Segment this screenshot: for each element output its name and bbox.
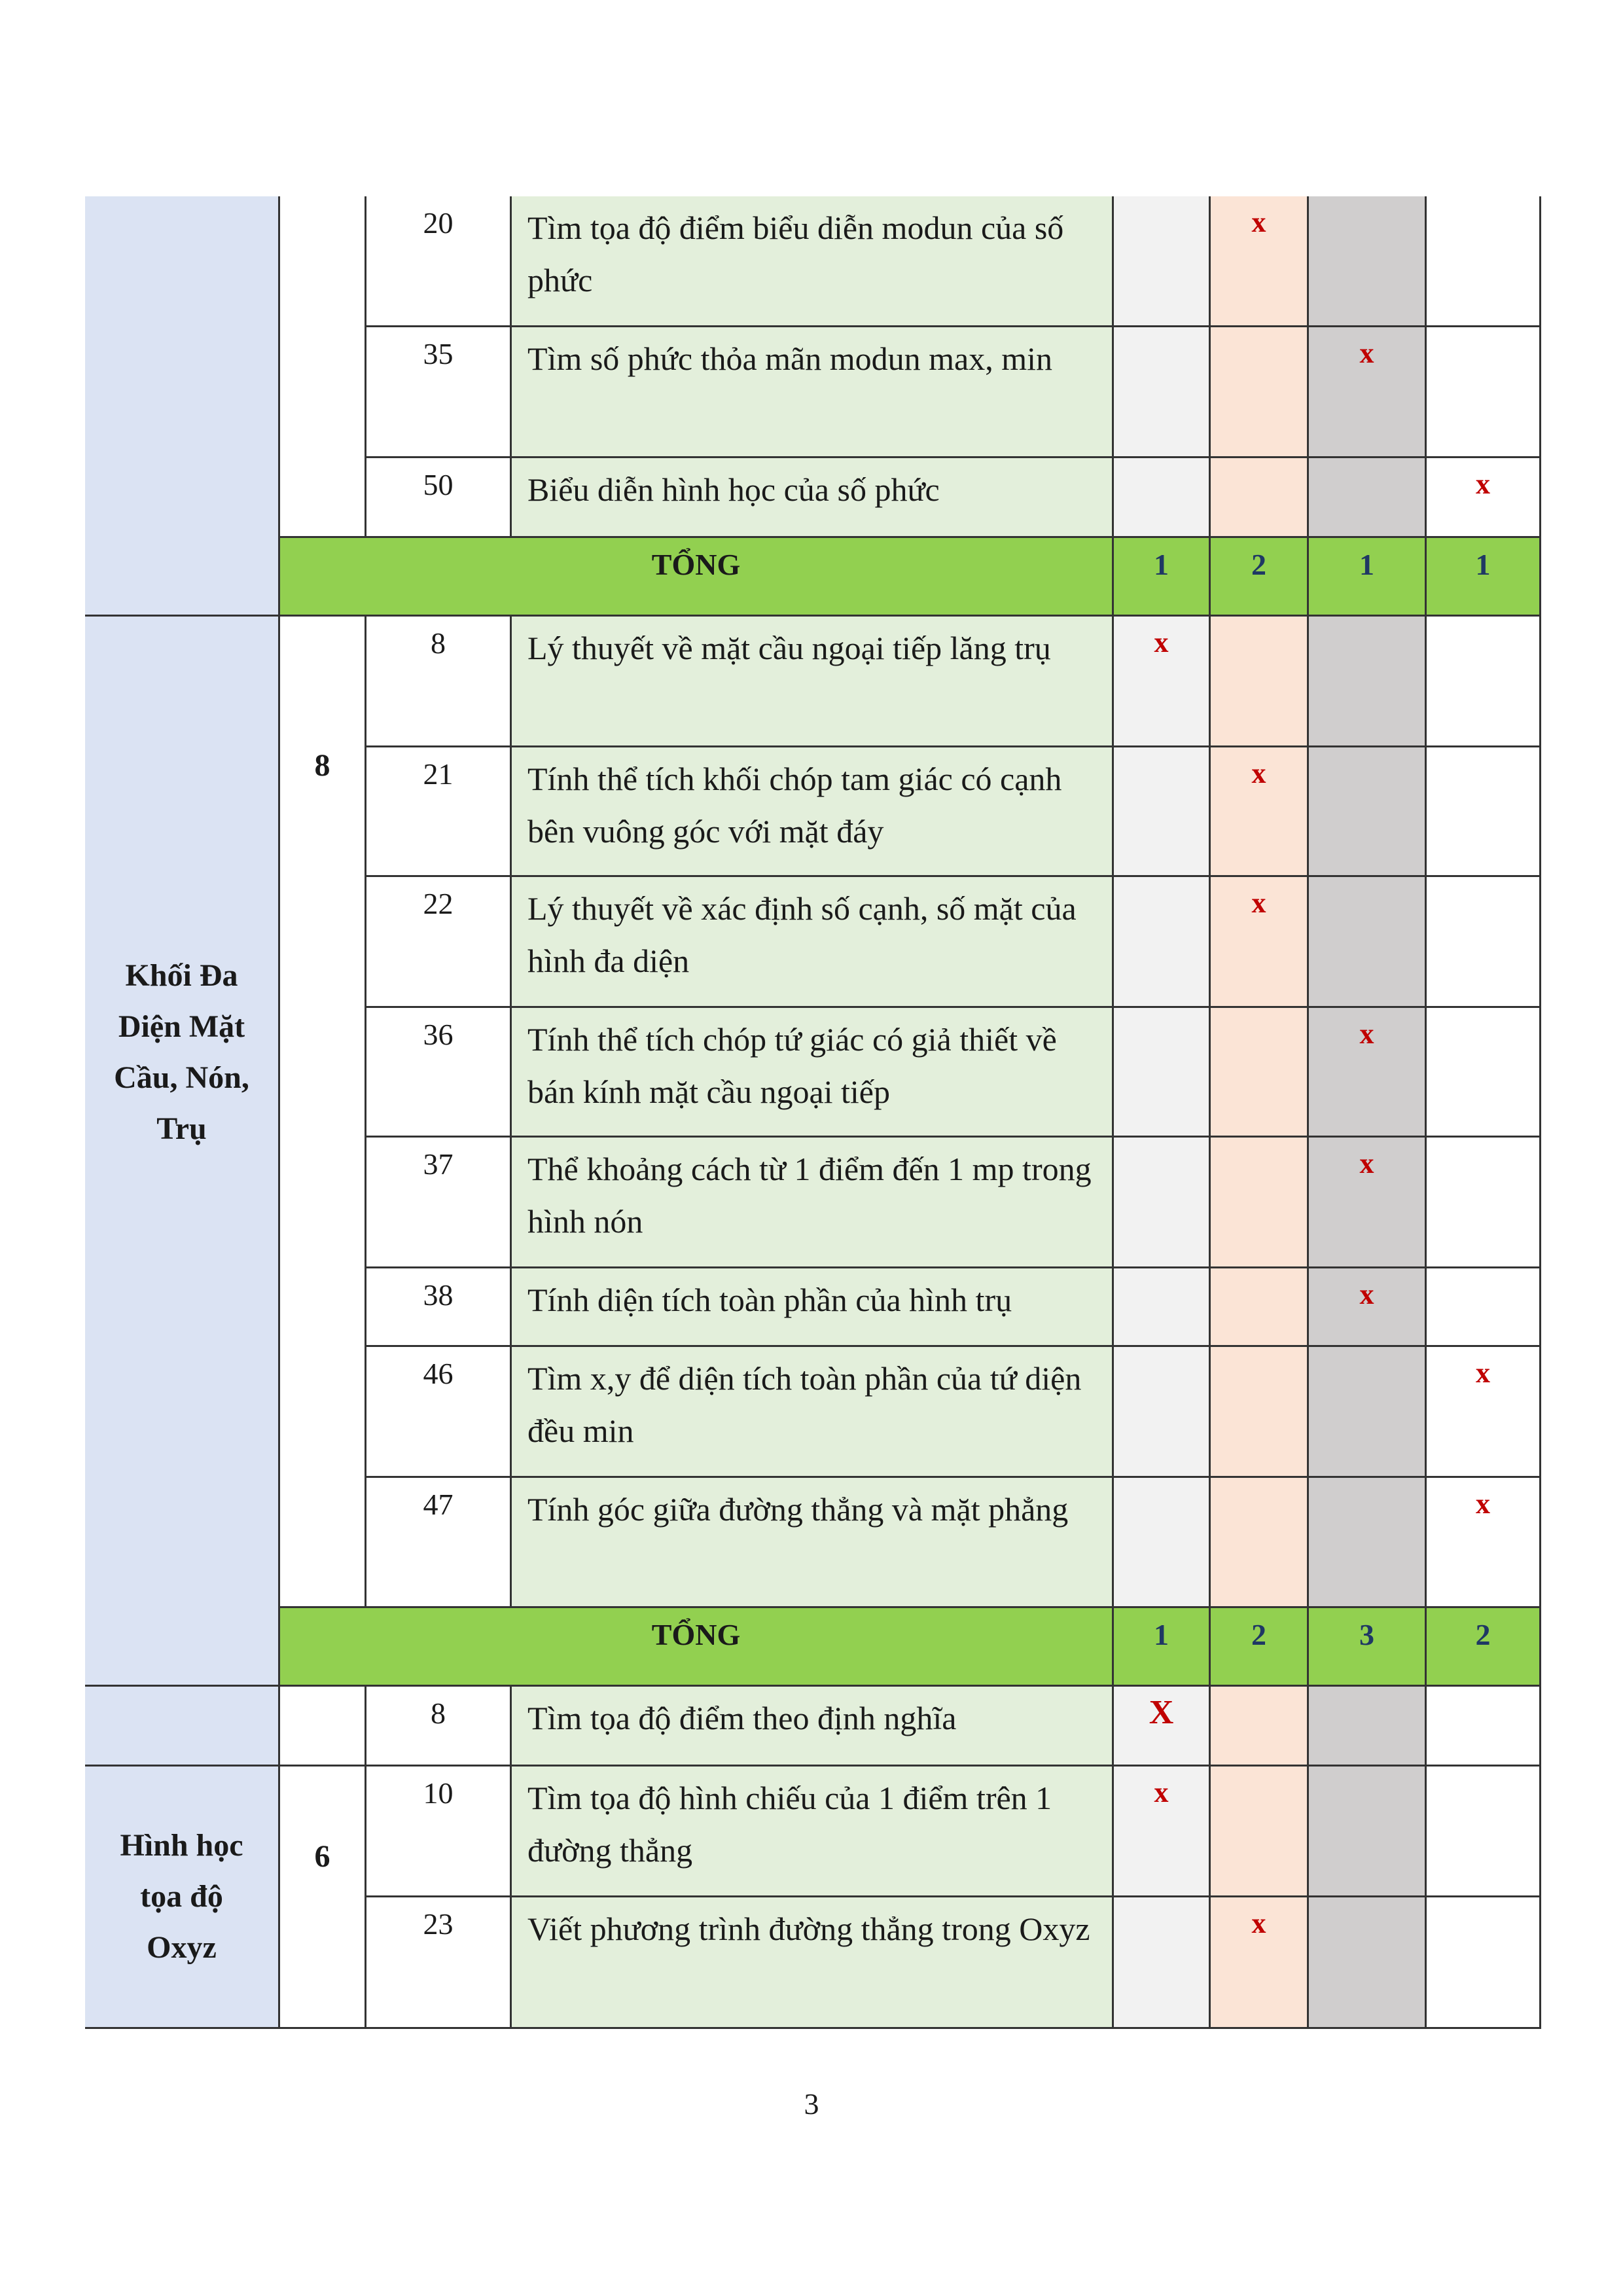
level1-mark: X (1114, 1687, 1211, 1767)
level2-mark (1211, 1478, 1309, 1608)
level2-mark: x (1211, 1897, 1309, 2029)
level3-mark: x (1309, 1268, 1427, 1347)
level4-mark (1427, 1268, 1541, 1347)
level3-mark (1309, 747, 1427, 877)
total-level3: 3 (1309, 1608, 1427, 1687)
level4-mark (1427, 1138, 1541, 1268)
level1-mark (1114, 747, 1211, 877)
level3-mark (1309, 1478, 1427, 1608)
question-number: 22 (366, 877, 512, 1008)
level3-mark: x (1309, 327, 1427, 458)
level3-mark (1309, 458, 1427, 538)
level4-mark (1427, 747, 1541, 877)
total-level4: 1 (1427, 538, 1541, 617)
level3-mark (1309, 877, 1427, 1008)
question-description: Tính diện tích toàn phần của hình trụ (512, 1268, 1114, 1347)
level2-mark (1211, 617, 1309, 747)
level2-mark: x (1211, 747, 1309, 877)
count-cell-complex-numbers (280, 196, 366, 538)
question-number: 10 (366, 1767, 512, 1897)
level4-mark (1427, 1008, 1541, 1138)
level4-mark: x (1427, 1478, 1541, 1608)
level3-mark (1309, 1767, 1427, 1897)
level2-mark (1211, 1268, 1309, 1347)
question-description: Tìm tọa độ điểm biểu diễn modun của số phức (512, 196, 1114, 327)
level1-mark: x (1114, 617, 1211, 747)
question-number: 46 (366, 1347, 512, 1478)
level3-mark (1309, 196, 1427, 327)
level2-mark (1211, 1347, 1309, 1478)
question-description: Viết phương trình đường thẳng trong Oxyz (512, 1897, 1114, 2029)
level4-mark: x (1427, 1347, 1541, 1478)
level2-mark (1211, 458, 1309, 538)
level2-mark (1211, 1008, 1309, 1138)
level3-mark (1309, 1897, 1427, 2029)
level4-mark (1427, 1687, 1541, 1767)
total-level4: 2 (1427, 1608, 1541, 1687)
count-cell-empty (280, 1687, 366, 1767)
level2-mark: x (1211, 196, 1309, 327)
level3-mark (1309, 1687, 1427, 1767)
level1-mark (1114, 458, 1211, 538)
question-number: 36 (366, 1008, 512, 1138)
level3-mark: x (1309, 1138, 1427, 1268)
topic-cell-empty (85, 1687, 280, 1767)
level4-mark (1427, 877, 1541, 1008)
total-level2: 2 (1211, 1608, 1309, 1687)
topic-cell-complex-numbers (85, 196, 280, 617)
total-label: TỔNG (280, 1608, 1114, 1687)
question-description: Tìm số phức thỏa mãn modun max, min (512, 327, 1114, 458)
question-number: 23 (366, 1897, 512, 2029)
total-level3: 1 (1309, 538, 1427, 617)
question-description: Tính thể tích khối chóp tam giác có cạnh bên vuông góc với mặt đáy (512, 747, 1114, 877)
question-description: Tính thể tích chóp tứ giác có giả thiết về bán kính mặt cầu ngoại tiếp (512, 1008, 1114, 1138)
level4-mark (1427, 617, 1541, 747)
level1-mark (1114, 1897, 1211, 2029)
question-description: Tính góc giữa đường thẳng và mặt phẳng (512, 1478, 1114, 1608)
page-number: 3 (804, 2087, 819, 2121)
topic-cell-oxyz (85, 1767, 280, 2029)
total-level1: 1 (1114, 538, 1211, 617)
level4-mark (1427, 327, 1541, 458)
question-description: Tìm x,y để diện tích toàn phần của tứ diện đều min (512, 1347, 1114, 1478)
level1-mark (1114, 1008, 1211, 1138)
question-number: 8 (366, 1687, 512, 1767)
level4-mark (1427, 1897, 1541, 2029)
level2-mark (1211, 1767, 1309, 1897)
question-description: Tìm tọa độ hình chiếu của 1 điểm trên 1 đường thẳng (512, 1767, 1114, 1897)
level4-mark (1427, 196, 1541, 327)
level1-mark (1114, 1268, 1211, 1347)
question-number: 21 (366, 747, 512, 877)
topic-label: Hình học tọa độ Oxyz (120, 1828, 243, 1965)
level1-mark (1114, 877, 1211, 1008)
question-number: 47 (366, 1478, 512, 1608)
question-description: Thể khoảng cách từ 1 điểm đến 1 mp trong hình nón (512, 1138, 1114, 1268)
level2-mark (1211, 1687, 1309, 1767)
question-number: 50 (366, 458, 512, 538)
level2-mark (1211, 1138, 1309, 1268)
level4-mark: x (1427, 458, 1541, 538)
level3-mark (1309, 617, 1427, 747)
level2-mark (1211, 327, 1309, 458)
total-level2: 2 (1211, 538, 1309, 617)
question-number: 35 (366, 327, 512, 458)
level4-mark (1427, 1767, 1541, 1897)
question-number: 20 (366, 196, 512, 327)
topic-cell-polyhedra (85, 617, 280, 1687)
total-level1: 1 (1114, 1608, 1211, 1687)
total-label: TỔNG (280, 538, 1114, 617)
question-description: Lý thuyết về mặt cầu ngoại tiếp lăng trụ (512, 617, 1114, 747)
level3-mark (1309, 1347, 1427, 1478)
level1-mark: x (1114, 1767, 1211, 1897)
question-number: 8 (366, 617, 512, 747)
level1-mark (1114, 1138, 1211, 1268)
level2-mark: x (1211, 877, 1309, 1008)
level1-mark (1114, 1347, 1211, 1478)
topic-label: Khối Đa Diện Mặt Cầu, Nón, Trụ (114, 958, 249, 1146)
level1-mark (1114, 196, 1211, 327)
question-description: Lý thuyết về xác định số cạnh, số mặt của hình đa diện (512, 877, 1114, 1008)
question-number: 38 (366, 1268, 512, 1347)
level1-mark (1114, 1478, 1211, 1608)
count-cell-oxyz: 6 (280, 1767, 366, 2029)
count-cell-polyhedra: 8 (280, 617, 366, 1608)
question-number: 37 (366, 1138, 512, 1268)
question-description: Tìm tọa độ điểm theo định nghĩa (512, 1687, 1114, 1767)
level3-mark: x (1309, 1008, 1427, 1138)
question-description: Biểu diễn hình học của số phức (512, 458, 1114, 538)
level1-mark (1114, 327, 1211, 458)
